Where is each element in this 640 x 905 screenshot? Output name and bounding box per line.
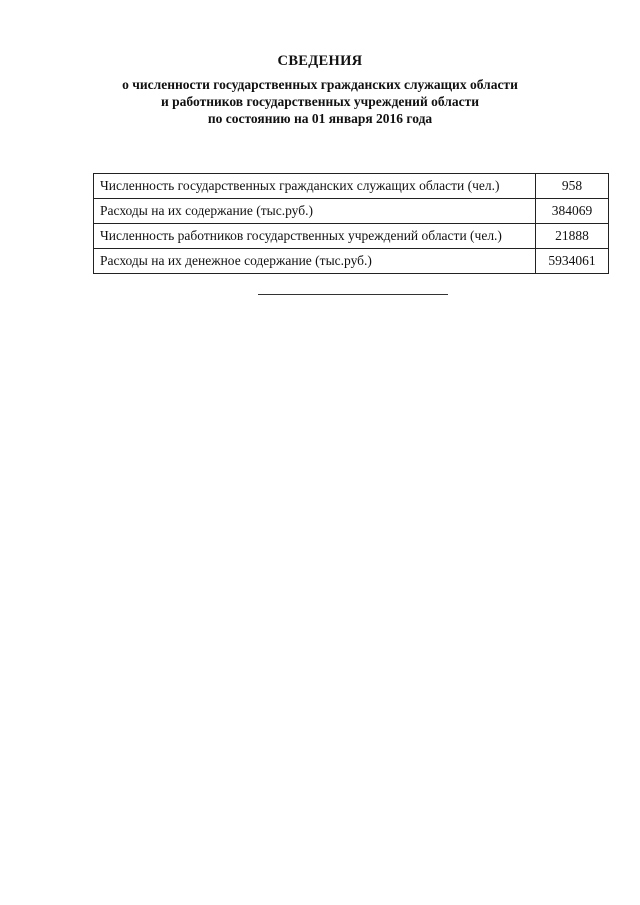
table-row xyxy=(94,199,609,224)
row-value: 384069 xyxy=(536,199,609,224)
row-value: 958 xyxy=(536,174,609,199)
closing-divider xyxy=(258,294,448,295)
subtitle-line-2: и работников государственных учреждений области xyxy=(161,94,479,109)
row-value: 21888 xyxy=(536,224,609,249)
row-label: Численность государственных гражданских служащих области (чел.) xyxy=(94,174,536,199)
statistics-table xyxy=(93,173,609,274)
table-row xyxy=(94,224,609,249)
row-label: Расходы на их денежное содержание (тыс.руб.) xyxy=(94,249,536,274)
document-title: СВЕДЕНИЯ xyxy=(277,53,363,69)
row-label: Численность работников государственных учреждений области (чел.) xyxy=(94,224,536,249)
document-header xyxy=(0,52,640,127)
row-label: Расходы на их содержание (тыс.руб.) xyxy=(94,199,536,224)
subtitle-line-1: о численности государственных гражданских служащих области xyxy=(122,77,518,92)
subtitle-line-3: по состоянию на 01 января 2016 года xyxy=(207,111,433,126)
row-value: 5934061 xyxy=(536,249,609,274)
table-row xyxy=(94,174,609,199)
table-row xyxy=(94,249,609,274)
